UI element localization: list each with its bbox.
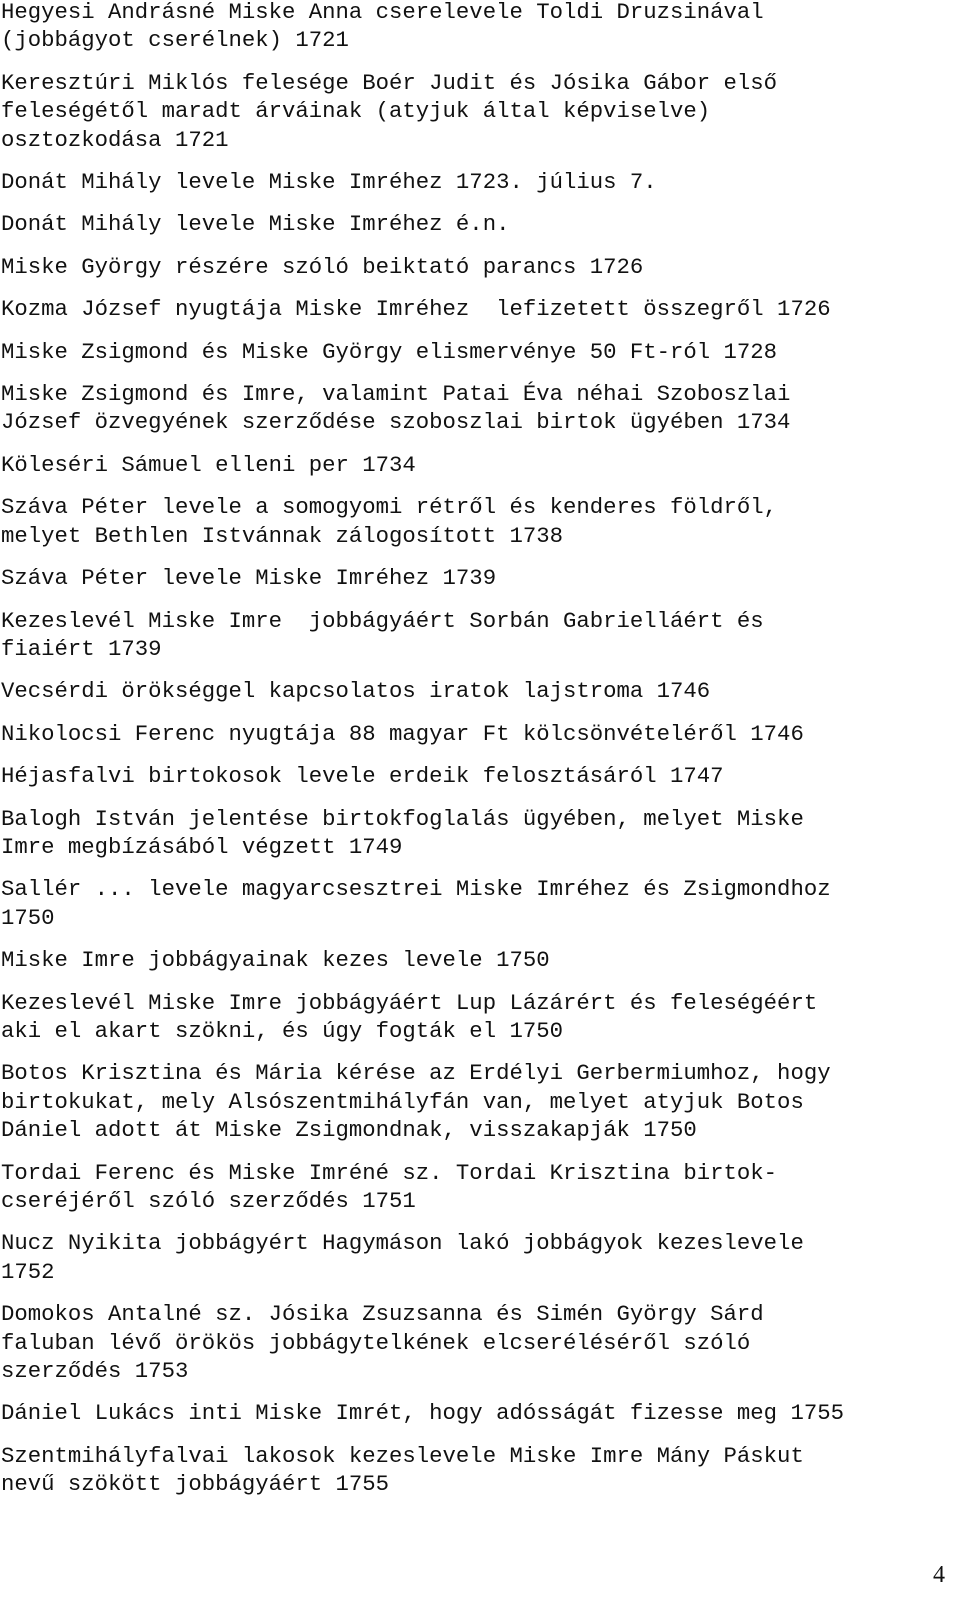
record-entry: Keresztúri Miklós felesége Boér Judit és Jósika Gábor első feleségétől maradt árváinak (atyjuk által képviselve) osztozkodása 1721 bbox=[1, 69, 778, 153]
record-entry: Dániel Lukács inti Miske Imrét, hogy adósságát fizesse meg 1755 bbox=[1, 1400, 844, 1427]
record-entry: Héjasfalvi birtokosok levele erdeik felosztásáról 1747 bbox=[1, 763, 724, 790]
record-entry: Vecsérdi örökséggel kapcsolatos iratok lajstroma 1746 bbox=[1, 678, 711, 705]
record-entry: Száva Péter levele a somogyomi rétről és kenderes földről, melyet Bethlen Istvánnak zálogosított 1738 bbox=[1, 494, 778, 549]
record-entry: Kezeslevél Miske Imre jobbágyáért Lup Lázárért és feleségéért aki el akart szökni, és úgy fogták el 1750 bbox=[1, 989, 818, 1044]
record-entry: Botos Krisztina és Mária kérése az Erdélyi Gerbermiumhoz, hogy birtokukat, mely Alsószentmihályfán van, melyet atyjuk Botos Dániel adott át Miske Zsigmondnak, visszakapják 1750 bbox=[1, 1060, 831, 1144]
record-entry: Száva Péter levele Miske Imréhez 1739 bbox=[1, 565, 497, 592]
record-entry: Tordai Ferenc és Miske Imréné sz. Tordai Krisztina birtok- cseréjéről szóló szerződés 1751 bbox=[1, 1159, 778, 1214]
record-entry: Kozma József nyugtája Miske Imréhez lefizetett összegről 1726 bbox=[1, 296, 831, 323]
page-number: 4 bbox=[933, 1562, 945, 1588]
record-entry: Donát Mihály levele Miske Imréhez 1723. július 7. bbox=[1, 169, 657, 196]
record-entry: Nikolocsi Ferenc nyugtája 88 magyar Ft kölcsönvételéről 1746 bbox=[1, 720, 804, 747]
record-entry: Szentmihályfalvai lakosok kezeslevele Miske Imre Mány Páskut nevű szökött jobbágyáért 1755 bbox=[1, 1442, 804, 1498]
record-entry: Miske György részére szóló beiktató parancs 1726 bbox=[1, 253, 644, 280]
record-entry: Domokos Antalné sz. Jósika Zsuzsanna és Simén György Sárd faluban lévő örökös jobbágytelkének elcseréléséről szóló szerződés 1753 bbox=[1, 1301, 764, 1385]
record-entry: Köleséri Sámuel elleni per 1734 bbox=[1, 451, 416, 478]
record-list bbox=[1, 0, 956, 1513]
record-entry: Miske Zsigmond és Imre, valamint Patai Éva néhai Szoboszlai József özvegyének szerződése szoboszlai birtok ügyében 1734 bbox=[1, 381, 791, 436]
record-entry: Donát Mihály levele Miske Imréhez é.n. bbox=[1, 211, 510, 238]
record-entry: Balogh István jelentése birtokfoglalás ügyében, melyet Miske Imre megbízásából végzett 1749 bbox=[1, 805, 804, 860]
record-entry: Miske Zsigmond és Miske György elismervénye 50 Ft-ról 1728 bbox=[1, 338, 778, 365]
record-entry: Kezeslevél Miske Imre jobbágyáért Sorbán Gabrielláért és fiaiért 1739 bbox=[1, 607, 764, 662]
record-entry: Nucz Nyikita jobbágyért Hagymáson lakó jobbágyok kezeslevele 1752 bbox=[1, 1230, 804, 1285]
record-entry: Sallér ... levele magyarcsesztrei Miske Imréhez és Zsigmondhoz 1750 bbox=[1, 876, 831, 931]
record-entry: Hegyesi Andrásné Miske Anna cserelevele Toldi Druzsinával (jobbágyot cserélnek) 1721 bbox=[1, 0, 764, 54]
record-entry: Miske Imre jobbágyainak kezes levele 1750 bbox=[1, 947, 550, 974]
